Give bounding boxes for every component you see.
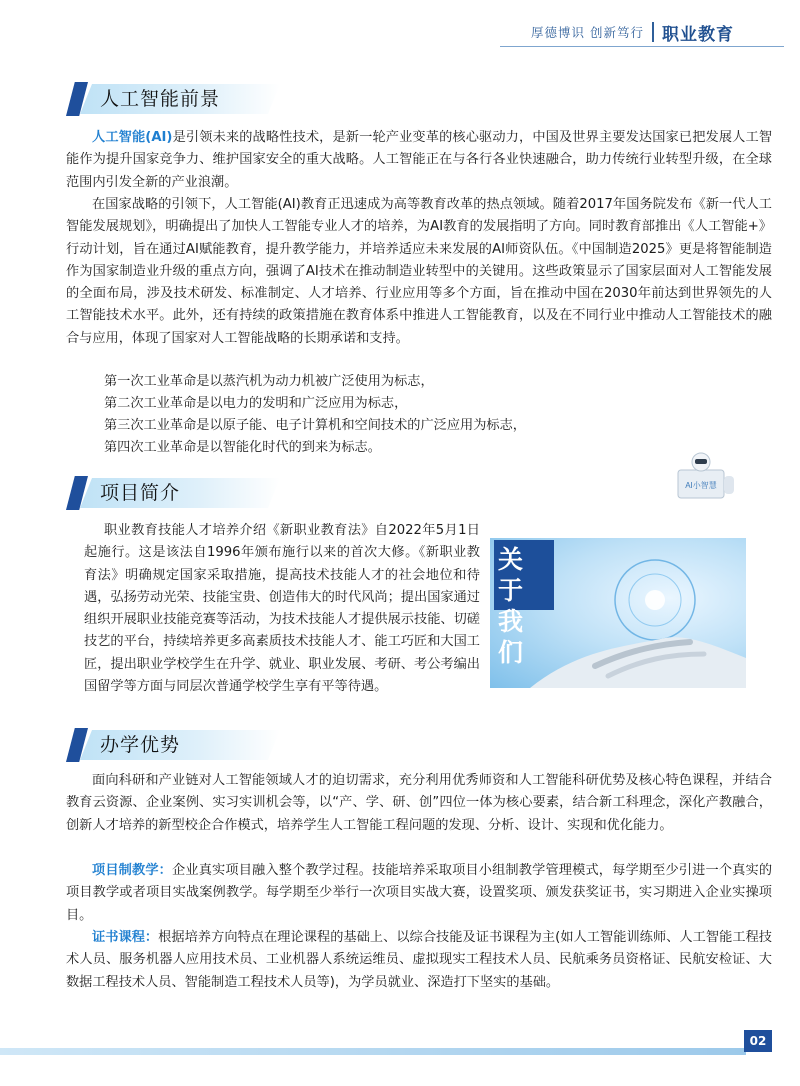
vocational-law-paragraph: 职业教育技能人才培养介绍《新职业教育法》自2022年5月1日起施行。这是该法自1996年颁布施行以来的首次大修。《新职业教育法》明确规定国家采取措施，提高技术技能人才的社会地位和待遇，弘扬劳动光荣、技能宝贵、创造伟大的时代风尚；提出国家通过组织开展职业技能竞赛等活动，为技术技能人才提供展示技能、切磋技艺的平台，持续培养更多高素质技术技能人才、能工巧匠和大国工匠，提出职业学校学生在升学、就业、职业发展、考研、考公考编出国留学等方面与同层次普通学校学生享有平等待遇。 [84, 523, 480, 695]
about-us-label: 关于我们 [498, 545, 526, 667]
policy-paragraph: 在国家战略的引领下，人工智能(AI)教育正迅速成为高等教育改革的热点领域。随着2017年国务院发布《新一代人工智能发展规划》，明确提出了加快人工智能专业人才的培养，为AI教育的发展指明了方向。同时教育部推出《人工智能+》行动计划，旨在通过AI赋能教育，提升教学能力，并培养适应未来发展的AI师资队伍。《中国制造2025》更是将智能制造作为国家制造业升级的重点方向，强调了AI技术在推动制造业转型中的关键用。这些政策显示了国家层面对人工智能发展的全面布局，涉及技术研发、标准制定、人才培养、行业应用等多个方面，旨在推动中国在2030年前达到世界领先的人工智能技术水平。此外，还有持续的政策措施在教育体系中推进人工智能教育，以及在不同行业中推动人工智能技术的融合与应用，体现了国家对人工智能战略的长期承诺和支持。 [66, 197, 772, 346]
footer-bar [0, 1048, 746, 1055]
header-underline [500, 46, 784, 47]
page-number: 02 [744, 1030, 772, 1052]
header-motto: 厚德博识 创新笃行 [531, 25, 644, 40]
ai-keyword: 人工智能(AI) [92, 130, 173, 145]
section-title-advantages [66, 728, 286, 762]
revolution-item: 第三次工业革命是以原子能、电子计算机和空间技术的广泛应用为标志， [104, 418, 526, 433]
revolution-item: 第二次工业革命是以电力的发明和广泛应用为标志， [104, 396, 408, 411]
project-teaching-keyword: 项目制教学： [92, 863, 173, 878]
ai-intro-paragraph: 人工智能(AI)是引领未来的战略性技术，是新一轮产业变革的核心驱动力，中国及世界主要发达国家已把发展人工智能作为提升国家竞争力、维护国家安全的重大战略。人工智能正在与各行各业快速融合，助力传统行业转型升级，在全球范围内引发全新的产业浪潮。 [66, 130, 773, 190]
revolution-item: 第四次工业革命是以智能化时代的到来为标志。 [104, 440, 381, 455]
header-divider [652, 22, 654, 42]
certificate-course-keyword: 证书课程： [92, 930, 159, 945]
section-title-text: 人工智能前景 [100, 88, 221, 110]
section-title-project-intro [66, 476, 286, 510]
project-teaching-paragraph: 项目制教学：企业真实项目融入整个教学过程。技能培养采取项目小组制教学管理模式，每学期至少引进一个真实的项目教学或者项目实战案例教学。每学期至少举行一次项目实战大赛，设置奖项、颁发获奖证书，实习期进入企业实操项目。 [66, 863, 773, 923]
about-us-image [490, 538, 746, 688]
robot-label: AI小智慧 [685, 481, 717, 490]
section-title-text: 办学优势 [100, 734, 181, 756]
certificate-course-paragraph: 证书课程：根据培养方向特点在理论课程的基础上、以综合技能及证书课程为主(如人工智能训练师、人工智能工程技术人员、服务机器人应用技术员、工业机器人系统运维员、虚拟现实工程技术人员、民航乘务员资格证、民航安检证、大数据工程技术人员、智能制造工程技术人员等)，为学员就业、深造打下坚实的基础。 [66, 930, 772, 990]
section-title-text: 项目简介 [100, 482, 181, 504]
header-text [531, 20, 734, 44]
section-title-ai-prospects [66, 82, 286, 116]
revolution-item: 第一次工业革命是以蒸汽机为动力机被广泛使用为标志， [104, 374, 434, 389]
advantages-paragraph: 面向科研和产业链对人工智能领域人才的迫切需求，充分利用优秀师资和人工智能科研优势及核心特色课程，并结合教育云资源、企业案例、实习实训机会等，以“产、学、研、创”四位一体为核心要素，结合新工科理念，深化产教融合，创新人才培养的新型校企合作模式，培养学生人工智能工程问题的发现、分析、设计、实现和优化能力。 [66, 773, 772, 833]
page-header [0, 0, 800, 50]
robot-mascot-icon [668, 452, 740, 512]
header-brand: 职业教育 [662, 24, 734, 45]
